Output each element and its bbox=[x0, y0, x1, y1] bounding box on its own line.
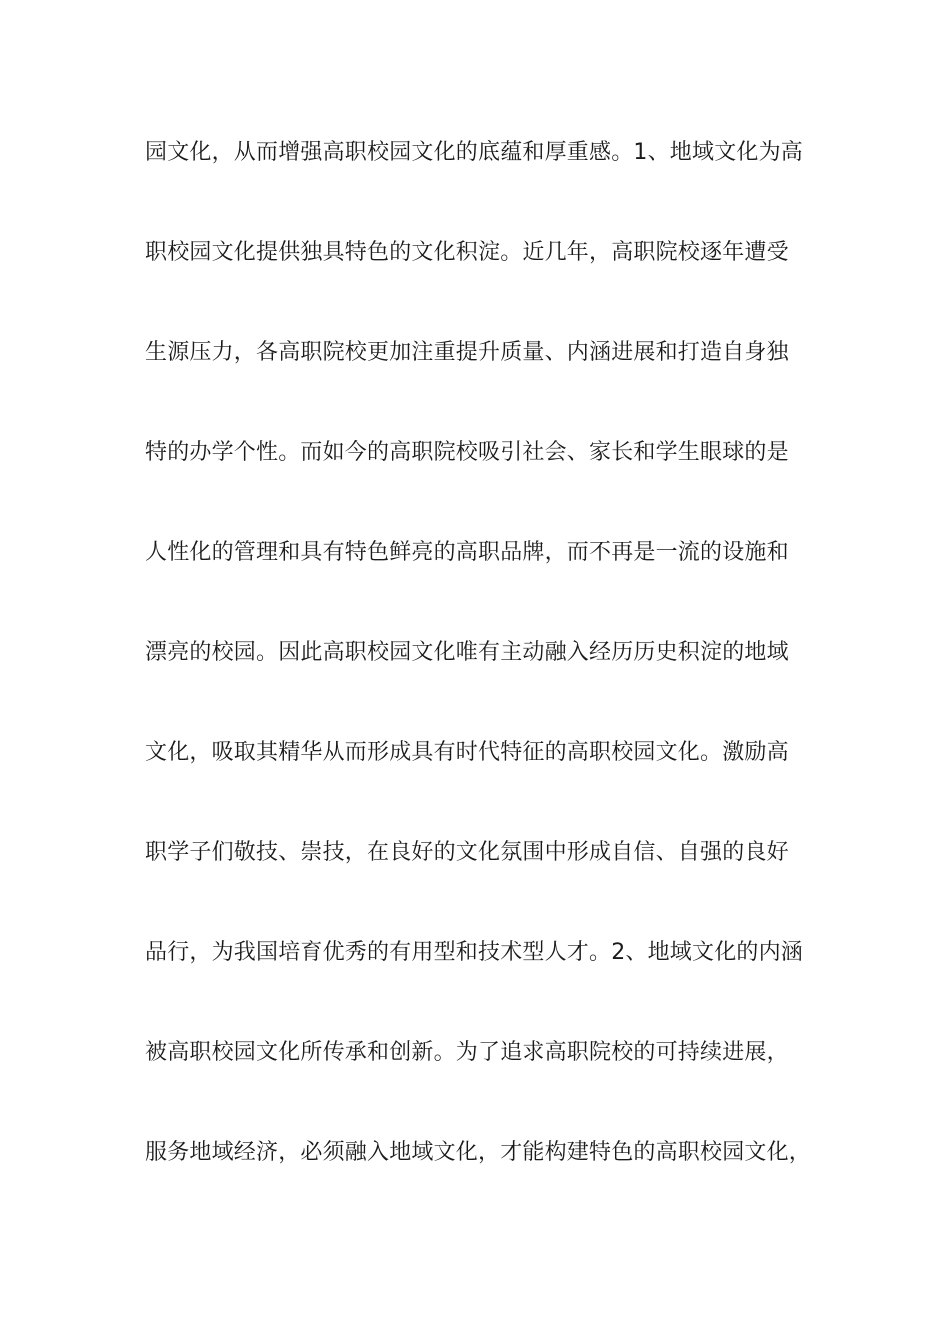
text-line-6: 漂亮的校园。因此高职校园文化唯有主动融入经历历史积淀的地域 bbox=[145, 640, 789, 665]
text-line-3: 生源压力，各高职院校更加注重提升质量、内涵进展和打造自身独 bbox=[145, 340, 789, 365]
text-line-8: 职学子们敬技、崇技，在良好的文化氛围中形成自信、自强的良好 bbox=[145, 840, 789, 865]
text-line-2: 职校园文化提供独具特色的文化积淀。近几年，高职院校逐年遭受 bbox=[145, 240, 789, 265]
text-line-4: 特的办学个性。而如今的高职院校吸引社会、家长和学生眼球的是 bbox=[145, 440, 789, 465]
text-line-7: 文化，吸取其精华从而形成具有时代特征的高职校园文化。激励高 bbox=[145, 740, 789, 765]
text-line-1: 园文化，从而增强高职校园文化的底蕴和厚重感。1、地域文化为高 bbox=[145, 140, 803, 165]
text-line-9: 品行，为我国培育优秀的有用型和技术型人才。2、地域文化的内涵 bbox=[145, 940, 803, 965]
body-text bbox=[145, 128, 835, 1228]
text-line-5: 人性化的管理和具有特色鲜亮的高职品牌，而不再是一流的设施和 bbox=[145, 540, 789, 565]
text-line-11: 服务地域经济，必须融入地域文化，才能构建特色的高职校园文化， bbox=[145, 1140, 812, 1165]
text-line-10: 被高职校园文化所传承和创新。为了追求高职院校的可持续进展， bbox=[145, 1040, 789, 1065]
